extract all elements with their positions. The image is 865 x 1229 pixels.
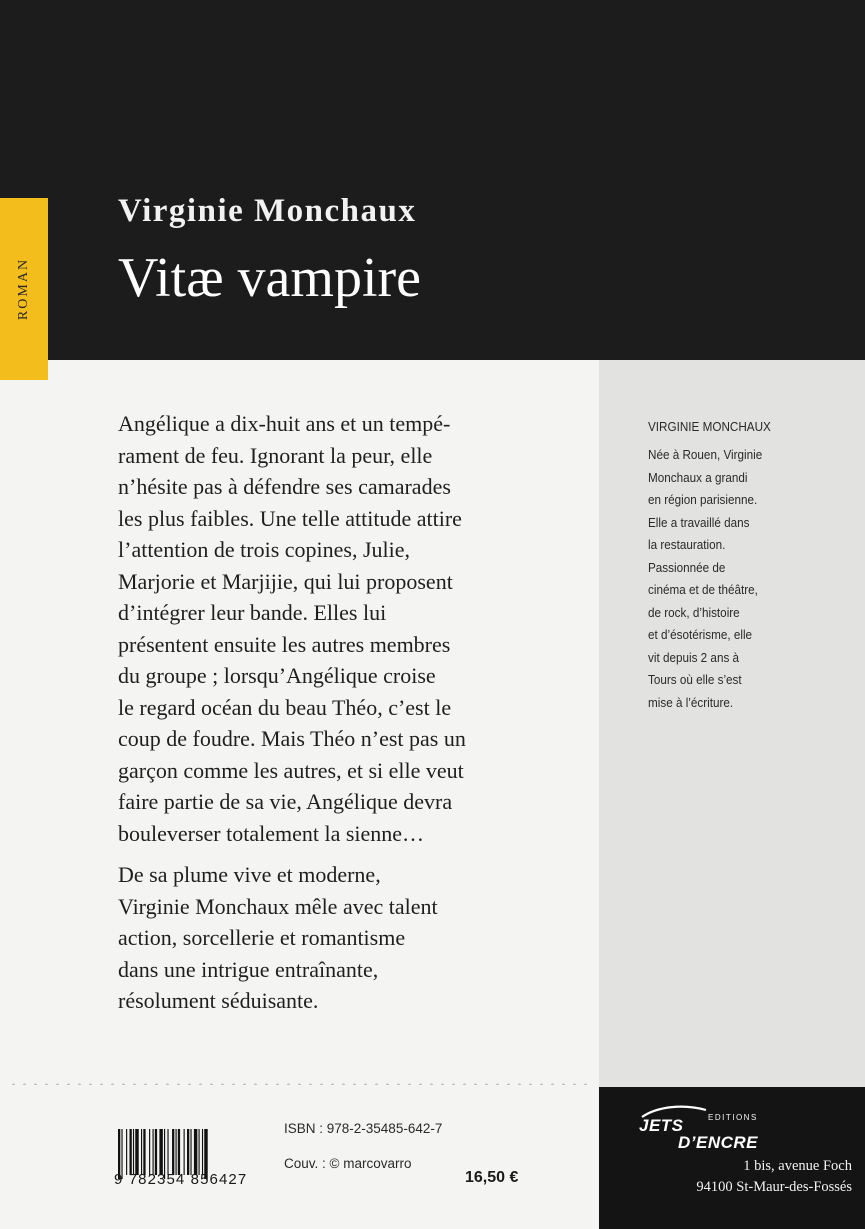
synopsis-line: Marjorie et Marjijie, qui lui proposent <box>118 568 453 594</box>
bio-line: mise à l’écriture. <box>648 694 734 710</box>
address-line: 1 bis, avenue Foch <box>743 1158 852 1174</box>
synopsis-line: faire partie de sa vie, Angélique devra <box>118 789 453 814</box>
dotted-divider <box>8 1083 590 1085</box>
synopsis-line: d’intégrer leur bande. Elles lui <box>118 600 387 625</box>
synopsis-line: bouleverser totalement la sienne… <box>118 820 425 846</box>
synopsis-line: dans une intrigue entraînante, <box>118 956 379 982</box>
bio-heading: VIRGINIE MONCHAUX <box>648 419 771 434</box>
bio-line: Née à Rouen, Virginie <box>648 447 763 462</box>
bio-line: Tours où elle s’est <box>648 672 742 687</box>
synopsis-line: coup de foudre. Mais Théo n’est pas un <box>118 726 466 751</box>
price: 16,50 € <box>465 1169 519 1186</box>
author-name: Virginie Monchaux <box>118 193 417 229</box>
bio-line: de rock, d’histoire <box>648 604 740 620</box>
synopsis-line: garçon comme les autres, et si elle veut <box>118 757 464 783</box>
isbn: ISBN : 978-2-35485-642-7 <box>284 1121 443 1136</box>
book-title: Vitæ vampire <box>118 247 422 309</box>
publisher-logo-encre: D’ENCRE <box>678 1133 759 1152</box>
bio-line: cinéma et de théâtre, <box>648 582 758 597</box>
synopsis-line: n’hésite pas à défendre ses camarades <box>118 474 451 499</box>
synopsis-line: les plus faibles. Une telle attitude attire <box>118 505 462 531</box>
synopsis-line: présentent ensuite les autres membres <box>118 631 451 657</box>
bio-line: et d’ésotérisme, elle <box>648 627 753 642</box>
publisher-logo-jets: JETS <box>639 1116 684 1135</box>
bio-line: Monchaux a grandi <box>648 469 748 485</box>
synopsis-line: du groupe ; lorsqu’Angélique croise <box>118 663 436 688</box>
bio-text <box>648 444 762 714</box>
bio-line: la restauration. <box>648 537 726 552</box>
synopsis-line: Virginie Monchaux mêle avec talent <box>118 893 438 919</box>
synopsis <box>118 408 466 1017</box>
synopsis-line: résolument séduisante. <box>118 988 319 1013</box>
synopsis-line: Angélique a dix-huit ans et un tempé- <box>118 411 451 436</box>
address-line: 94100 St-Maur-des-Fossés <box>696 1179 852 1195</box>
bio-line: en région parisienne. <box>648 492 758 507</box>
synopsis-line: De sa plume vive et moderne, <box>118 862 381 887</box>
barcode-digits: 9 782354 856427 <box>114 1171 248 1188</box>
bio-line: Passionnée de <box>648 559 726 575</box>
synopsis-line: action, sorcellerie et romantisme <box>118 925 406 950</box>
publisher-logo-editions: EDITIONS <box>708 1113 758 1122</box>
bio-line: vit depuis 2 ans à <box>648 649 740 665</box>
synopsis-line: rament de feu. Ignorant la peur, elle <box>118 442 433 468</box>
synopsis-line: le regard océan du beau Théo, c’est le <box>118 694 452 720</box>
synopsis-line: l’attention de trois copines, Julie, <box>118 537 411 562</box>
publisher-address <box>600 1156 852 1198</box>
cover-credit: Couv. : © marcovarro <box>284 1156 412 1171</box>
bio-line: Elle a travaillé dans <box>648 514 750 530</box>
paragraph-gap <box>118 849 466 859</box>
genre-label: ROMAN <box>16 257 31 321</box>
